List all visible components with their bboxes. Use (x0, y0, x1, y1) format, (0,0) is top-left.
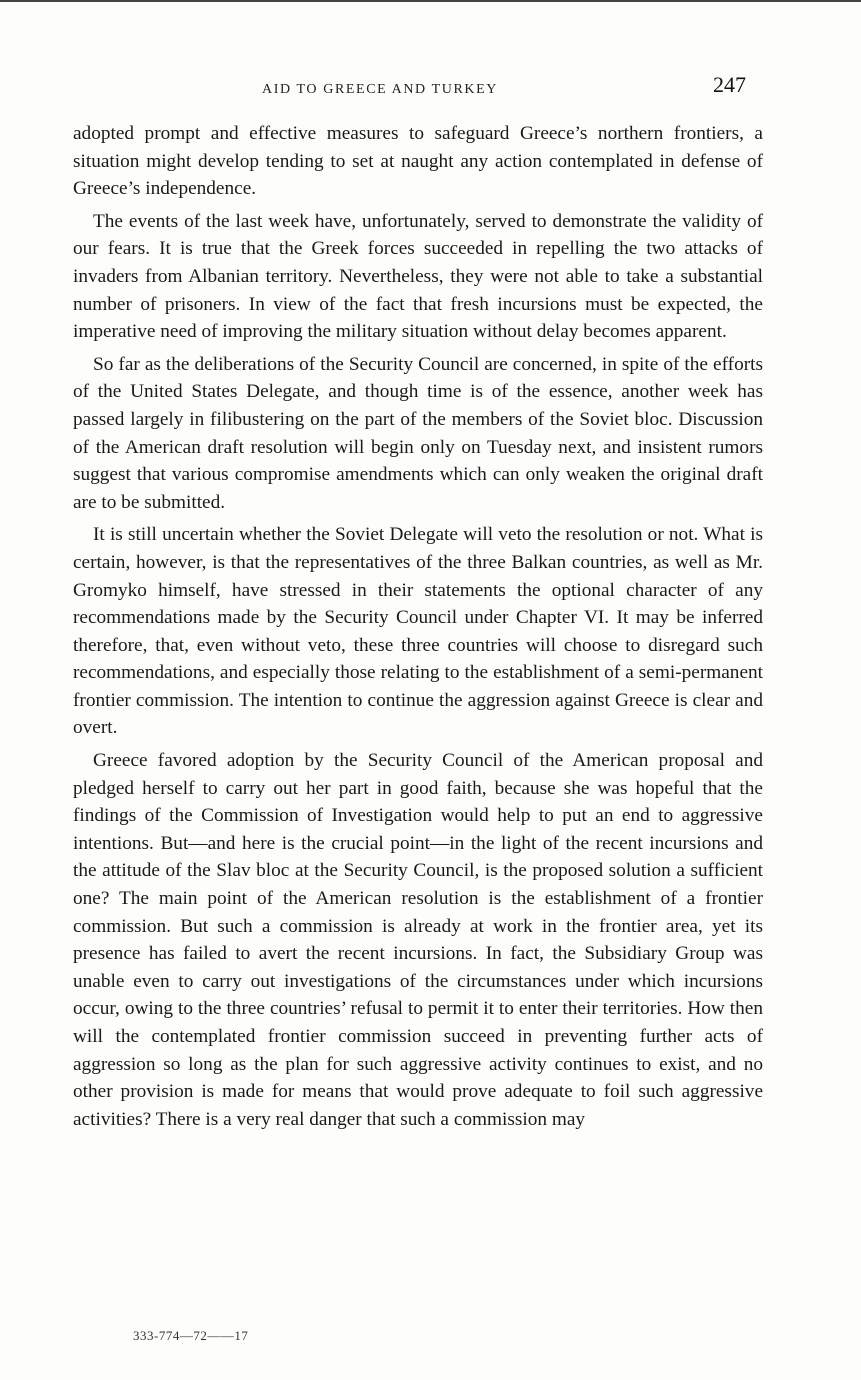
top-border-rule (0, 0, 861, 2)
paragraph-4: It is still uncertain whether the Soviet Delegate will veto the resolution or not. What is certain, however, is that the representatives of the three Balkan countries, as well as Mr. Gromyko himself, have stressed in their statements the optional character of any recommendations made by the Security Council under Chapter VI. It may be inferred therefore, that, even without veto, these three countries will choose to disregard such recommendations, and especially those relating to the establishment of a semi-permanent frontier commission. The intention to continue the aggression against Greece is clear and overt. (73, 524, 763, 739)
paragraph-2: The events of the last week have, unfortunately, served to demonstrate the validity of our fears. It is true that the Greek forces succeeded in repelling the two attacks of invaders from Albanian territory. Nevertheless, they were not able to take a substantial number of prisoners. In view of the fact that fresh incursions must be expected, the imperative need of improving the military situation without delay becomes apparent. (73, 210, 763, 343)
paragraph-3: So far as the deliberations of the Security Council are concerned, in spite of the efforts of the United States Delegate, and though time is of the essence, another week has passed largely in filibustering on the part of the members of the Soviet bloc. Discussion of the American draft resolution will begin only on Tuesday next, and insistent rumors suggest that various compromise amendments which can only weaken the original draft are to be submitted. (73, 353, 763, 513)
page-number: 247 (713, 72, 746, 97)
print-code-footer: 333-774—72——17 (133, 1328, 249, 1343)
paragraph-5: Greece favored adoption by the Security Council of the American proposal and pledged herself to carry out her part in good faith, because she was hopeful that the findings of the Commission of Investigation would help to put an end to aggressive intentions. But—and here is the crucial point—in the light of the recent incursions and the attitude of the Slav bloc at the Security Council, is the proposed solution a sufficient one? The main point of the American resolution is the establishment of a frontier commission. But such a commission is already at work in the frontier area, yet its presence has failed to avert the recent incursions. In fact, the Subsidiary Group was unable even to carry out investigations of the circumstances under which incursions occur, owing to the three countries’ refusal to permit it to enter their territories. How then will the contemplated frontier commission succeed in preventing further acts of aggression so long as the plan for such aggressive activity continues to exist, and no other provision is made for means that would prove adequate to foil such aggressive activities? There is a very real danger that such a commission may (73, 750, 763, 1130)
paragraph-1: adopted prompt and effective measures to safeguard Greece’s northern frontiers, a situation might develop tending to set at naught any action contemplated in defense of Greece’s independence. (73, 123, 763, 200)
running-head-title: AID TO GREECE AND TURKEY (262, 82, 498, 97)
body-text (73, 120, 763, 1138)
